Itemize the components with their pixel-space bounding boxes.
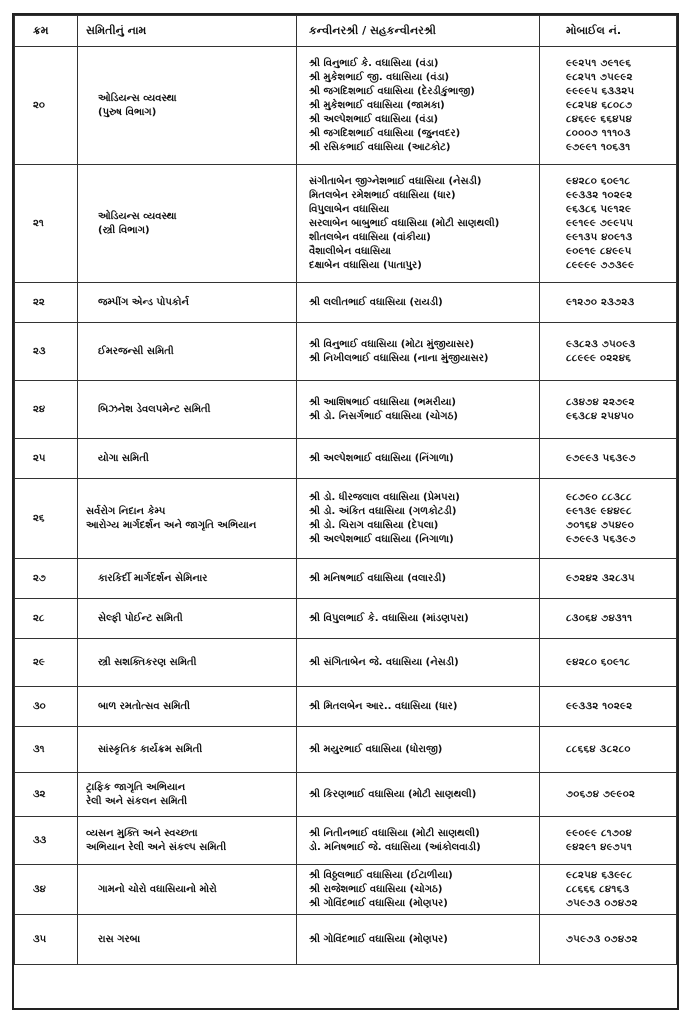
mobile-number: ૯૮૨૫૧ ૭૫૯૯૨ (566, 71, 633, 83)
committee-name-line: વ્યસન મુક્તિ અને સ્વચ્છતા (86, 827, 198, 839)
committee-table (14, 15, 677, 965)
mobile-number: ૯૯૨૫૧ ૭૯૧૯૬ (566, 57, 632, 69)
table-row (15, 639, 677, 687)
committee-name-line: યોગા સમિતી (98, 452, 149, 464)
mobile-number: ૯૧૨૭૦ ૨૩૭૨૩ (566, 296, 635, 308)
mobile-number: ૮૯૯૯૯ ૭૭૩૯૯ (566, 259, 635, 271)
committee-sheet (12, 13, 679, 1010)
table-row (15, 773, 677, 817)
mobile-number: ૭૫૯૭૩ ૦૭૪૭૨ (566, 933, 638, 945)
mobile-number: ૮૮૬૬૬ ૮૪૧૬૩ (566, 883, 630, 895)
mobile-number: ૯૯૧૩૯ ૯૪૪૯૮ (566, 505, 632, 517)
mobile-cell (540, 865, 677, 915)
convener-name: શ્રી ગોવિંદભાઈ વઘાસિયા (મોણપર) (309, 933, 448, 945)
committee-name-cell (78, 727, 297, 773)
committee-name-cell (78, 865, 297, 915)
committee-name-line: રેલી અને સંકલન સમિતી (86, 795, 188, 807)
convener-name: સરલાબેન બાબુભાઈ વઘાસિયા (મોટી સાણથલી) (309, 217, 500, 229)
committee-name-line: જમ્પીંગ એન્ડ પોપકોર્ન (98, 296, 189, 308)
mobile-cell (540, 479, 677, 559)
mobile-cell (540, 687, 677, 727)
convener-cell (297, 323, 540, 381)
committee-name-line: કારકિર્દી માર્ગદર્શન સેમિનાર (98, 572, 208, 584)
convener-cell (297, 599, 540, 639)
mobile-number: ૯૪૨૮૦ ૬૦૯૧૮ (566, 175, 631, 187)
row-number: ૨૮ (15, 599, 78, 639)
convener-name: શ્રી અલ્પેશભાઈ વઘાસિયા (નિગાળા) (309, 533, 454, 545)
committee-name-cell (78, 323, 297, 381)
mobile-cell (540, 727, 677, 773)
convener-name: સંગીતાબેન જીગ્નેશભાઈ વઘાસિયા (નેસડી) (309, 175, 482, 187)
table-row (15, 559, 677, 599)
mobile-number: ૯૩૮૨૩ ૭૫૦૯૩ (566, 338, 636, 350)
row-number: ૨૭ (15, 559, 78, 599)
mobile-number: ૮૮૬૬૪ ૩૮૨૮૦ (566, 743, 631, 755)
convener-name: શ્રી કિરણભાઈ વઘાસિયા (મોટી સાણથલી) (309, 788, 477, 800)
table-row (15, 165, 677, 283)
committee-name-cell (78, 283, 297, 323)
table-row (15, 479, 677, 559)
convener-name: શ્રી વિનુભાઈ વઘાસિયા (મોટા મુંજીયાસર) (309, 338, 475, 350)
table-row (15, 439, 677, 479)
row-number: ૩૩ (15, 817, 78, 865)
committee-name-cell (78, 479, 297, 559)
header-mobile: મોબાઈલ નં. (540, 16, 677, 47)
row-number: ૨૬ (15, 479, 78, 559)
convener-cell (297, 165, 540, 283)
committee-name-line: ટ્રાફિક જાગૃતિ અભિયાન (86, 781, 186, 793)
mobile-number: ૮૩૦૬૪ ૭૪૩૧૧ (566, 612, 633, 624)
mobile-cell (540, 817, 677, 865)
mobile-cell (540, 639, 677, 687)
committee-name-cell (78, 559, 297, 599)
convener-name: શ્રી સંગિતાબેન જે. વઘાસિયા (નેસડી) (309, 656, 459, 668)
table-row (15, 323, 677, 381)
row-number: ૨૫ (15, 439, 78, 479)
mobile-number: ૯૪૨૮૦ ૬૦૯૧૮ (566, 656, 631, 668)
row-number: ૨૧ (15, 165, 78, 283)
committee-name-line: સ્ત્રી સશક્તિકરણ સમિતી (98, 656, 197, 668)
mobile-number: ૯૮૭૯૦ ૮૮૩૮૮ (566, 491, 632, 503)
mobile-number: ૯૯૦૯૯ ૮૧૭૦૪ (566, 827, 633, 839)
convener-cell (297, 817, 540, 865)
row-number: ૩૧ (15, 727, 78, 773)
mobile-number: ૯૯૯૯૫ ૬૩૩૨૫ (566, 85, 635, 97)
mobile-cell (540, 165, 677, 283)
convener-name: વૈશાલીબેન વઘાસિયા (309, 245, 391, 257)
convener-name: શીતલબેન વઘાસિયા (વાંકીયા) (309, 231, 431, 243)
convener-name: શ્રી નિખીલભાઈ વઘાસિયા (નાના મુંજીયાસર) (309, 352, 489, 364)
committee-name-line: ઓડિયન્સ વ્યવસ્થા (98, 92, 177, 104)
committee-rows (15, 47, 677, 965)
mobile-cell (540, 381, 677, 439)
header-convener: કન્વીનરશ્રી / સહકન્વીનરશ્રી (297, 16, 540, 47)
table-row (15, 727, 677, 773)
convener-name: મિતલબેન રમેશભાઈ વઘાસિયા (ધાર) (309, 189, 456, 201)
committee-name-line: (સ્ત્રી વિભાગ) (98, 224, 150, 236)
mobile-cell (540, 915, 677, 965)
committee-name-cell (78, 165, 297, 283)
mobile-number: ૯૬૩૮૪ ૨૫૪૫૦ (566, 410, 634, 422)
convener-name: શ્રી મનિષભાઈ વઘાસિયા (વલારડી) (309, 572, 447, 584)
mobile-cell (540, 283, 677, 323)
committee-name-cell (78, 915, 297, 965)
committee-name-line: રાસ ગરબા (98, 933, 141, 945)
convener-name: વિપુલાબેન વઘાસિયા (309, 203, 390, 215)
convener-name: ડો. મનિષભાઈ જે. વઘાસિયા (આંકોલવાડી) (309, 841, 481, 853)
table-row (15, 817, 677, 865)
convener-name: શ્રી લલીતભાઈ વઘાસિયા (રાયડી) (309, 296, 443, 308)
row-number: ૨૨ (15, 283, 78, 323)
mobile-cell (540, 773, 677, 817)
convener-name: શ્રી નિતીનભાઈ વઘાસિયા (મોટી સાણથલી) (309, 827, 480, 839)
convener-name: શ્રી રાજેશભાઈ વઘાસિયા (ચોગઠ) (309, 883, 443, 895)
convener-cell (297, 773, 540, 817)
mobile-cell (540, 559, 677, 599)
mobile-number: ૯૯૧૩૫ ૪૦૯૧૩ (566, 231, 633, 243)
convener-cell (297, 727, 540, 773)
committee-name-cell (78, 687, 297, 727)
mobile-cell (540, 323, 677, 381)
committee-name-line: આરોગ્ય માર્ગદર્શન અને જાગૃતિ અભિયાન (86, 519, 257, 531)
convener-name: શ્રી મિતલબેન આર.. વઘાસિયા (ધાર) (309, 700, 458, 712)
convener-name: શ્રી ગોવિંદભાઈ વઘાસિયા (મોણપર) (309, 897, 448, 909)
mobile-number: ૯૭૨૪૨ ૩૨૮૩૫ (566, 572, 635, 584)
convener-name: શ્રી વિપુલભાઈ કે. વઘાસિયા (માંડણપરા) (309, 612, 469, 624)
mobile-number: ૭૦૧૬૪ ૭૫૪૯૦ (566, 519, 635, 531)
committee-name-cell (78, 773, 297, 817)
committee-name-line: સેલ્ફી પોઈન્ટ સમિતી (98, 612, 183, 624)
row-number: ૩૦ (15, 687, 78, 727)
committee-name-cell (78, 439, 297, 479)
mobile-number: ૮૦૦૦૭ ૧૧૧૦૩ (566, 127, 631, 139)
mobile-number: ૮૩૪૭૪ ૨૨૭૯૨ (566, 396, 635, 408)
convener-cell (297, 639, 540, 687)
mobile-number: ૮૪૬૯૯ ૬૬૪૫૪ (566, 113, 633, 125)
mobile-number: ૯૮૨૫૪ ૬૩૯૯૮ (566, 869, 633, 881)
mobile-number: ૯૯૩૩૨ ૧૦૨૯૨ (566, 189, 633, 201)
convener-cell (297, 915, 540, 965)
committee-name-cell (78, 817, 297, 865)
convener-name: શ્રી ડો. ચિરાગ વઘાસિયા (દેપલા) (309, 519, 439, 531)
row-number: ૩૨ (15, 773, 78, 817)
convener-cell (297, 283, 540, 323)
table-row (15, 47, 677, 165)
convener-name: શ્રી વિનુભાઈ કે. વઘાસિયા (વંડા) (309, 57, 439, 69)
committee-name-cell (78, 47, 297, 165)
convener-name: શ્રી જગદિશભાઈ વઘાસિયા (જુનવદર) (309, 127, 461, 139)
committee-name-line: ઈમરજન્સી સમિતી (98, 345, 174, 357)
header-row (15, 16, 677, 47)
convener-cell (297, 559, 540, 599)
row-number: ૩૫ (15, 915, 78, 965)
convener-cell (297, 865, 540, 915)
committee-name-line: બિઝનેશ ડેવલપમેન્ટ સમિતી (98, 403, 211, 415)
convener-name: શ્રી ડો. ધીરજલાલ વઘાસિયા (પ્રેમપરા) (309, 491, 460, 503)
convener-name: શ્રી મુકેશભાઈ જી. વઘાસિયા (વંડા) (309, 71, 450, 83)
row-number: ૨૯ (15, 639, 78, 687)
mobile-number: ૭૦૬૭૪ ૭૯૯૦૨ (566, 788, 636, 800)
convener-cell (297, 47, 540, 165)
committee-name-cell (78, 599, 297, 639)
mobile-cell (540, 47, 677, 165)
mobile-cell (540, 599, 677, 639)
committee-name-line: ગામનો ચોરો વઘાસિયાનો મોરો (98, 883, 217, 895)
committee-name-cell (78, 639, 297, 687)
committee-name-line: ઓડિયન્સ વ્યવસ્થા (98, 210, 177, 222)
committee-name-line: (પુરુષ વિભાગ) (98, 106, 157, 118)
mobile-number: ૯૭૯૯૩ ૫૬૩૯૭ (566, 533, 636, 545)
mobile-cell (540, 439, 677, 479)
convener-cell (297, 687, 540, 727)
convener-name: શ્રી જગદિશભાઈ વઘાસિયા (દેરડીકુંભાજી) (309, 85, 475, 97)
row-number: ૩૪ (15, 865, 78, 915)
row-number: ૨૦ (15, 47, 78, 165)
committee-name-line: સર્વરોગ નિદાન કેમ્પ (86, 505, 166, 517)
convener-cell (297, 479, 540, 559)
committee-name-cell (78, 381, 297, 439)
convener-name: શ્રી મુકેશભાઈ વઘાસિયા (જામકા) (309, 99, 445, 111)
mobile-number: ૯૮૨૫૪ ૬૮૦૮૭ (566, 99, 633, 111)
committee-name-line: સાંસ્કૃતિક કાર્યક્રમ સમિતી (98, 743, 203, 755)
committee-name-line: અભિયાન રેલી અને સંકલ્પ સમિતી (86, 841, 227, 853)
convener-name: શ્રી ડો. નિસર્ગભાઈ વઘાસિયા (ચોગઠ) (309, 410, 458, 422)
table-row (15, 687, 677, 727)
convener-name: શ્રી રસિકભાઈ વઘાસિયા (આટકોટ) (309, 141, 451, 153)
mobile-number: ૭૫૯૭૩ ૦૭૪૭૨ (566, 897, 638, 909)
table-row (15, 283, 677, 323)
row-number: ૨૪ (15, 381, 78, 439)
convener-name: શ્રી મયુરભાઈ વઘાસિયા (ધોરાજી) (309, 743, 443, 755)
table-row (15, 599, 677, 639)
convener-name: શ્રી આશિષભાઈ વઘાસિયા (ભમરીયા) (309, 396, 456, 408)
mobile-number: ૯૭૯૯૩ ૫૬૩૯૭ (566, 452, 636, 464)
convener-name: શ્રી અલ્પેશભાઈ વઘાસિયા (નિંગાળા) (309, 452, 454, 464)
convener-name: શ્રી અલ્પેશભાઈ વઘાસિયા (વંડા) (309, 113, 439, 125)
mobile-number: ૯૬૩૮૬ ૫૯૧૨૯ (566, 203, 632, 215)
convener-cell (297, 439, 540, 479)
convener-name: શ્રી વિઠ્ઠલભાઈ વઘાસિયા (ઈટાળીયા) (309, 869, 453, 881)
convener-name: શ્રી ડો. અંકિત વઘાસિયા (ગળકોટડી) (309, 505, 457, 517)
table-row (15, 865, 677, 915)
mobile-number: ૯૯૧૯૯ ૭૯૯૫૫ (566, 217, 634, 229)
row-number: ૨૩ (15, 323, 78, 381)
table-row (15, 381, 677, 439)
mobile-number: ૯૭૯૯૧ ૧૦૬૩૧ (566, 141, 631, 153)
mobile-number: ૮૮૯૯૯ ૦૨૨૪૬ (566, 352, 632, 364)
header-committee-name: સમિતીનું નામ (78, 16, 297, 47)
mobile-number: ૯૯૩૩૨ ૧૦૨૯૨ (566, 700, 633, 712)
table-row (15, 915, 677, 965)
header-no: ક્રમ (15, 16, 78, 47)
mobile-number: ૯૦૯૧૯ ૮૪૯૯૫ (566, 245, 632, 257)
convener-cell (297, 381, 540, 439)
committee-name-line: બાળ રમતોત્સવ સમિતી (98, 700, 191, 712)
mobile-number: ૯૪૨૯૧ ૪૯૭૫૧ (566, 841, 633, 853)
convener-name: દક્ષાબેન વઘાસિયા (પાતાપુર) (309, 259, 422, 271)
